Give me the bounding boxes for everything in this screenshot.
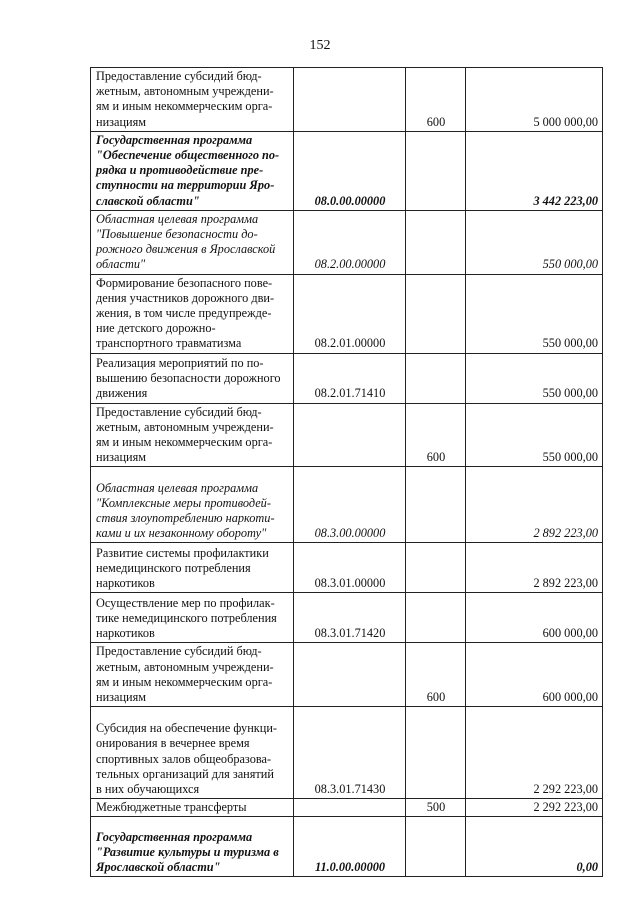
row-expense-type [406, 543, 466, 593]
page-number: 152 [309, 38, 331, 53]
row-amount: 550 000,00 [466, 403, 603, 467]
row-code: 08.3.01.71430 [294, 707, 406, 799]
row-code: 08.2.01.71410 [294, 353, 406, 403]
row-amount: 2 292 223,00 [466, 707, 603, 799]
row-description: Межбюджетные трансферты [91, 799, 294, 817]
table-row [91, 274, 603, 353]
row-code: 11.0.00.00000 [294, 817, 406, 877]
row-code [294, 643, 406, 707]
table-row [91, 68, 603, 132]
row-code [294, 403, 406, 467]
row-code: 08.2.00.00000 [294, 210, 406, 274]
row-amount: 550 000,00 [466, 353, 603, 403]
row-description: Предоставление субсидий бюд- жетным, автономным учреждени- ям и иным некоммерческим орга- низациям [91, 643, 294, 707]
budget-table [90, 67, 603, 877]
row-expense-type [406, 467, 466, 543]
row-amount: 2 892 223,00 [466, 467, 603, 543]
table-row [91, 643, 603, 707]
row-amount: 550 000,00 [466, 210, 603, 274]
table-row [91, 593, 603, 643]
row-code [294, 799, 406, 817]
row-amount: 2 892 223,00 [466, 543, 603, 593]
row-amount: 2 292 223,00 [466, 799, 603, 817]
row-code: 08.3.01.00000 [294, 543, 406, 593]
budget-table-body [91, 68, 603, 877]
row-amount: 600 000,00 [466, 643, 603, 707]
row-expense-type [406, 274, 466, 353]
table-row [91, 543, 603, 593]
row-expense-type [406, 593, 466, 643]
row-code: 08.0.00.00000 [294, 131, 406, 210]
row-expense-type [406, 707, 466, 799]
row-description: Предоставление субсидий бюд- жетным, автономным учреждени- ям и иным некоммерческим орга- низациям [91, 403, 294, 467]
row-description: Осуществление мер по профилак- тике немедицинского потребления наркотиков [91, 593, 294, 643]
row-description: Субсидия на обеспечение функци- онирования в вечернее время спортивных залов общеобразова- тельных организаций для занятий в них обучающихся [91, 707, 294, 799]
row-code: 08.3.00.00000 [294, 467, 406, 543]
table-row [91, 403, 603, 467]
row-amount: 550 000,00 [466, 274, 603, 353]
row-description: Государственная программа "Развитие культуры и туризма в Ярославской области" [91, 817, 294, 877]
row-expense-type: 600 [406, 643, 466, 707]
table-row [91, 799, 603, 817]
table-row [91, 131, 603, 210]
table-row [91, 817, 603, 877]
row-expense-type [406, 131, 466, 210]
row-amount: 600 000,00 [466, 593, 603, 643]
row-amount: 5 000 000,00 [466, 68, 603, 132]
row-expense-type: 600 [406, 68, 466, 132]
row-code: 08.2.01.00000 [294, 274, 406, 353]
row-description: Государственная программа "Обеспечение общественного по- рядка и противодействие пре- ступности на территории Яро- славской области" [91, 131, 294, 210]
row-code: 08.3.01.71420 [294, 593, 406, 643]
row-description: Областная целевая программа "Повышение безопасности до- рожного движения в Ярославской области" [91, 210, 294, 274]
row-expense-type [406, 817, 466, 877]
row-description: Реализация мероприятий по по- вышению безопасности дорожного движения [91, 353, 294, 403]
row-description: Развитие системы профилактики немедицинского потребления наркотиков [91, 543, 294, 593]
table-row [91, 467, 603, 543]
row-expense-type [406, 210, 466, 274]
row-description: Предоставление субсидий бюд- жетным, автономным учреждени- ям и иным некоммерческим орга- низациям [91, 68, 294, 132]
row-expense-type [406, 353, 466, 403]
row-amount: 3 442 223,00 [466, 131, 603, 210]
table-row [91, 353, 603, 403]
row-expense-type: 500 [406, 799, 466, 817]
table-row [91, 707, 603, 799]
row-description: Областная целевая программа "Комплексные меры противодей- ствия злоупотреблению наркоти- ками и их незаконному обороту" [91, 467, 294, 543]
row-expense-type: 600 [406, 403, 466, 467]
row-code [294, 68, 406, 132]
row-description: Формирование безопасного пове- дения участников дорожного дви- жения, в том числе предупрежде- ние детского дорожно- транспортного травматизма [91, 274, 294, 353]
table-row [91, 210, 603, 274]
row-amount: 0,00 [466, 817, 603, 877]
